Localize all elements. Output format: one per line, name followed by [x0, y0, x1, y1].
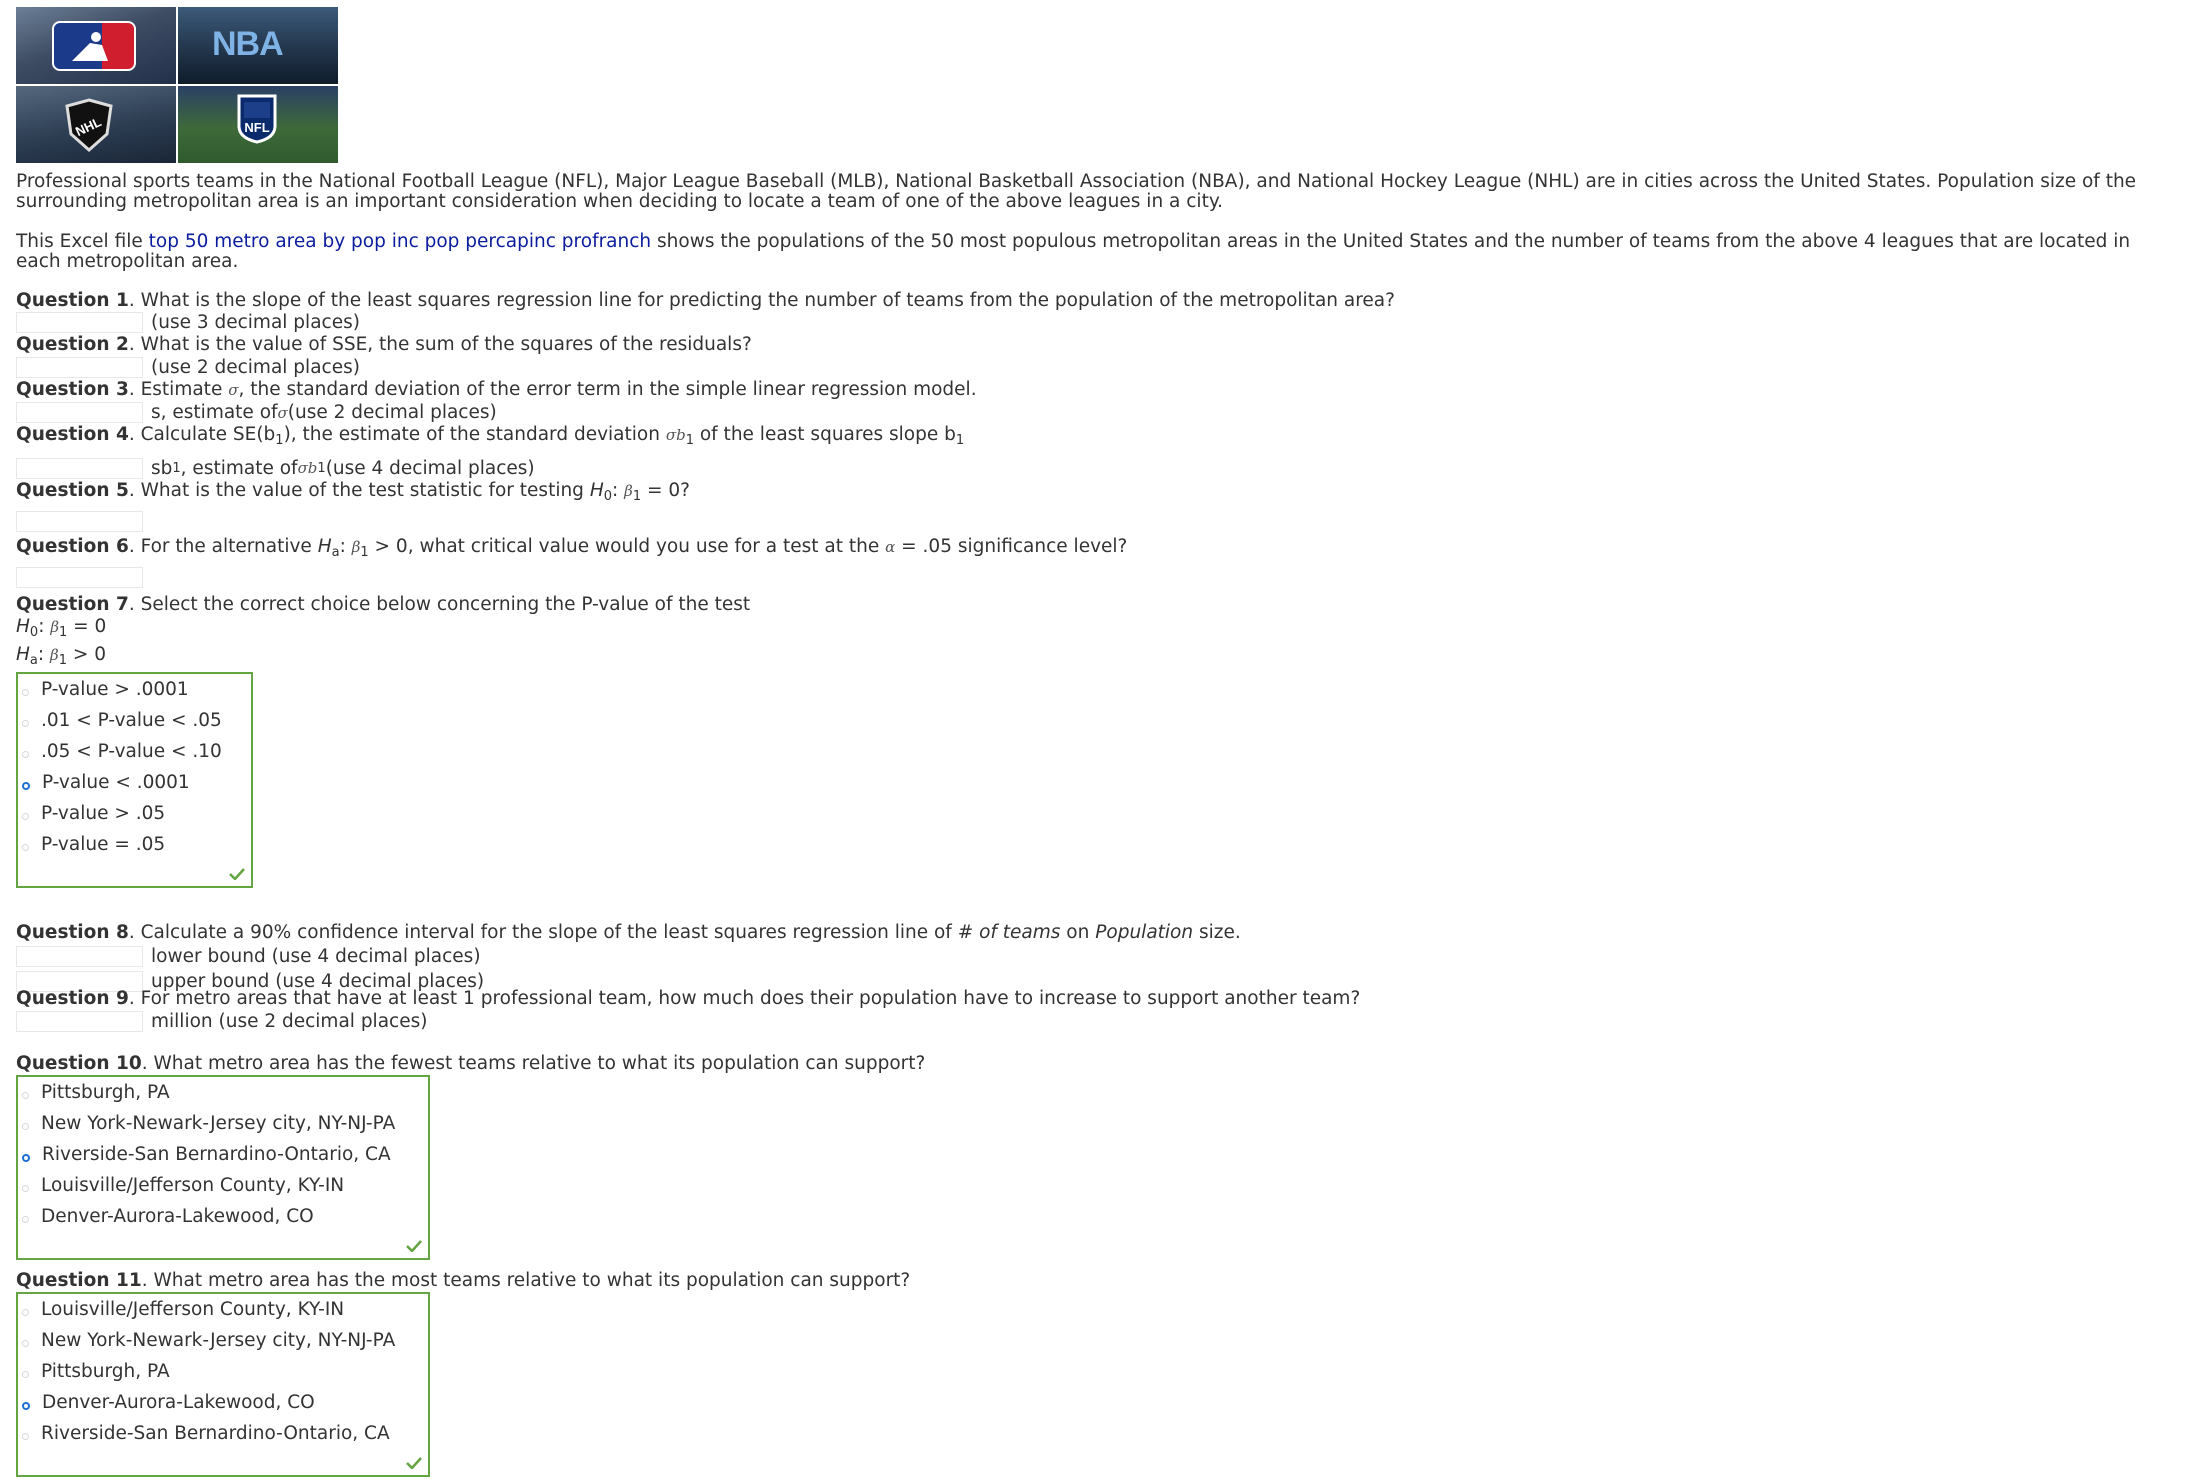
radio-button[interactable]: [22, 1092, 29, 1099]
nba-tile: [178, 7, 338, 84]
question-8: Question 8. Calculate a 90% confidence interval for the slope of the least squares regression line of # of teams on Population size.: [16, 922, 1241, 943]
question-9: Question 9. For metro areas that have at least 1 professional team, how much does their population have to increase to support another team?: [16, 988, 1361, 1009]
q3-sigma-input[interactable]: [16, 402, 143, 423]
correct-check-icon: [229, 868, 245, 880]
q11-option[interactable]: [18, 1387, 428, 1418]
q7-option[interactable]: [18, 798, 251, 829]
intro-paragraph: Professional sports teams in the National Football League (NFL), Major League Baseball (MLB), National Basketball Association (NBA), and National Hockey League (NHL) are in cities across the United States. Population size of the surrounding metropolitan area is an important consideration when deciding to locate a team of one of the above leagues in a city.: [16, 171, 2137, 212]
q6-critical-value-input[interactable]: [16, 567, 143, 588]
q1-answer-row: (use 3 decimal places): [16, 311, 2166, 334]
question-10: Question 10. What metro area has the fewest teams relative to what its population can support?: [16, 1053, 926, 1074]
q4-answer-row: s b 1 , estimate of σb 1 (use 4 decimal places): [16, 452, 2166, 484]
correct-check-icon: [406, 1457, 422, 1469]
radio-button[interactable]: [22, 1216, 29, 1223]
q11-option[interactable]: [18, 1356, 428, 1387]
excel-file-link[interactable]: top 50 metro area by pop inc pop percapinc profranch: [148, 231, 652, 252]
radio-button[interactable]: [22, 1340, 29, 1347]
sports-league-banner: [16, 7, 338, 163]
q8-lower-bound-input[interactable]: [16, 946, 143, 967]
radio-button[interactable]: [22, 720, 29, 727]
question-page: [16, 7, 2166, 1477]
q10-option[interactable]: [18, 1170, 428, 1201]
nhl-tile: [16, 86, 176, 163]
question-6: Question 6. For the alternative $H_a$: $\beta_1 > 0$, what critical value would you use for a test at the α = .05 significance level?: [16, 536, 1128, 560]
excel-file-paragraph: This Excel file top 50 metro area by pop inc pop percapinc profranch shows the populations of the 50 most populous metropolitan areas in the United States and the number of teams from the above 4 leagues that are located in each metropolitan area.: [16, 231, 2131, 272]
q9-population-input[interactable]: [16, 1011, 143, 1032]
q7-alternative-hypothesis: $H_a$: $\beta_1 > 0$: [16, 644, 107, 668]
radio-selected[interactable]: [22, 1154, 30, 1162]
q7-option[interactable]: [18, 736, 251, 767]
q7-option-label: P-value = .05: [41, 834, 166, 855]
q11-option-label: Denver-Aurora-Lakewood, CO: [42, 1392, 315, 1413]
q11-option[interactable]: [18, 1325, 428, 1356]
q3-answer-row: s, estimate of σ (use 2 decimal places): [16, 401, 2166, 424]
q4-se-input[interactable]: [16, 458, 143, 479]
question-1: Question 1. What is the slope of the least squares regression line for predicting the number of teams from the population of the metropolitan area?: [16, 290, 1395, 311]
q7-option-label: P-value > .0001: [41, 679, 189, 700]
q1-slope-input[interactable]: [16, 312, 143, 333]
nfl-tile: [178, 86, 338, 163]
q8-lower-row: lower bound (use 4 decimal places): [16, 944, 2166, 969]
q11-choice-group: [16, 1292, 430, 1477]
q10-choice-group: [16, 1075, 430, 1260]
q7-option[interactable]: [18, 829, 251, 860]
q7-option-label: P-value > .05: [41, 803, 166, 824]
q10-option[interactable]: [18, 1201, 428, 1232]
q11-option-label: New York-Newark-Jersey city, NY-NJ-PA: [41, 1330, 396, 1351]
q9-answer-row: million (use 2 decimal places): [16, 1010, 2166, 1033]
q7-null-hypothesis: $H_0$: $\beta_1 = 0$: [16, 616, 107, 640]
radio-button[interactable]: [22, 1123, 29, 1130]
radio-selected[interactable]: [22, 782, 30, 790]
q11-option-label: Riverside-San Bernardino-Ontario, CA: [41, 1423, 390, 1444]
q2-sse-input[interactable]: [16, 357, 143, 378]
q7-option-label: .05 < P-value < .10: [41, 741, 222, 762]
question-7: Question 7. Select the correct choice below concerning the P-value of the test: [16, 594, 751, 615]
q10-option-label: Pittsburgh, PA: [41, 1082, 170, 1103]
question-5: Question 5. What is the value of the test statistic for testing $H_0$: $\beta_1 = 0$?: [16, 480, 690, 504]
nba-logo: NBA: [212, 25, 283, 63]
q8-upper-row: upper bound (use 4 decimal places): [16, 969, 2166, 994]
q2-answer-row: (use 2 decimal places): [16, 356, 2166, 379]
q7-option[interactable]: [18, 674, 251, 705]
q11-option-label: Pittsburgh, PA: [41, 1361, 170, 1382]
q5-test-statistic-input[interactable]: [16, 511, 143, 532]
q7-option[interactable]: [18, 767, 251, 798]
question-3: Question 3. Estimate σ, the standard deviation of the error term in the simple linear regression model.: [16, 379, 977, 400]
radio-button[interactable]: [22, 1309, 29, 1316]
question-11: Question 11. What metro area has the most teams relative to what its population can support?: [16, 1270, 911, 1291]
radio-selected[interactable]: [22, 1402, 30, 1410]
correct-check-icon: [406, 1240, 422, 1252]
q10-option-label: Riverside-San Bernardino-Ontario, CA: [42, 1144, 391, 1165]
mlb-tile: [16, 7, 176, 84]
q7-option[interactable]: [18, 705, 251, 736]
svg-text:NFL: NFL: [244, 120, 270, 135]
question-4: Question 4. Calculate $SE(b_1)$, the estimate of the standard deviation $\sigma b_1$ of the least squares slope $b_1$: [16, 424, 965, 448]
radio-button[interactable]: [22, 844, 29, 851]
q11-option[interactable]: [18, 1294, 428, 1325]
nfl-logo: [236, 92, 278, 144]
q7-option-label: .01 < P-value < .05: [41, 710, 222, 731]
mlb-logo: [52, 21, 136, 71]
q7-choice-group: [16, 672, 253, 888]
q6-answer-row: [16, 564, 2166, 590]
radio-button[interactable]: [22, 1433, 29, 1440]
q10-option[interactable]: [18, 1139, 428, 1170]
q7-option-label: P-value < .0001: [42, 772, 190, 793]
radio-button[interactable]: [22, 1185, 29, 1192]
svg-text:NHL: NHL: [73, 114, 104, 140]
radio-button[interactable]: [22, 1371, 29, 1378]
q11-option[interactable]: [18, 1418, 428, 1449]
question-2: Question 2. What is the value of SSE, the sum of the squares of the residuals?: [16, 334, 752, 355]
nhl-logo: [64, 98, 114, 152]
q10-option[interactable]: [18, 1077, 428, 1108]
q10-option-label: Denver-Aurora-Lakewood, CO: [41, 1206, 314, 1227]
q10-option-label: New York-Newark-Jersey city, NY-NJ-PA: [41, 1113, 396, 1134]
q5-answer-row: [16, 508, 2166, 534]
q11-option-label: Louisville/Jefferson County, KY-IN: [41, 1299, 345, 1320]
q10-option-label: Louisville/Jefferson County, KY-IN: [41, 1175, 345, 1196]
radio-button[interactable]: [22, 813, 29, 820]
radio-button[interactable]: [22, 751, 29, 758]
q10-option[interactable]: [18, 1108, 428, 1139]
radio-button[interactable]: [22, 689, 29, 696]
